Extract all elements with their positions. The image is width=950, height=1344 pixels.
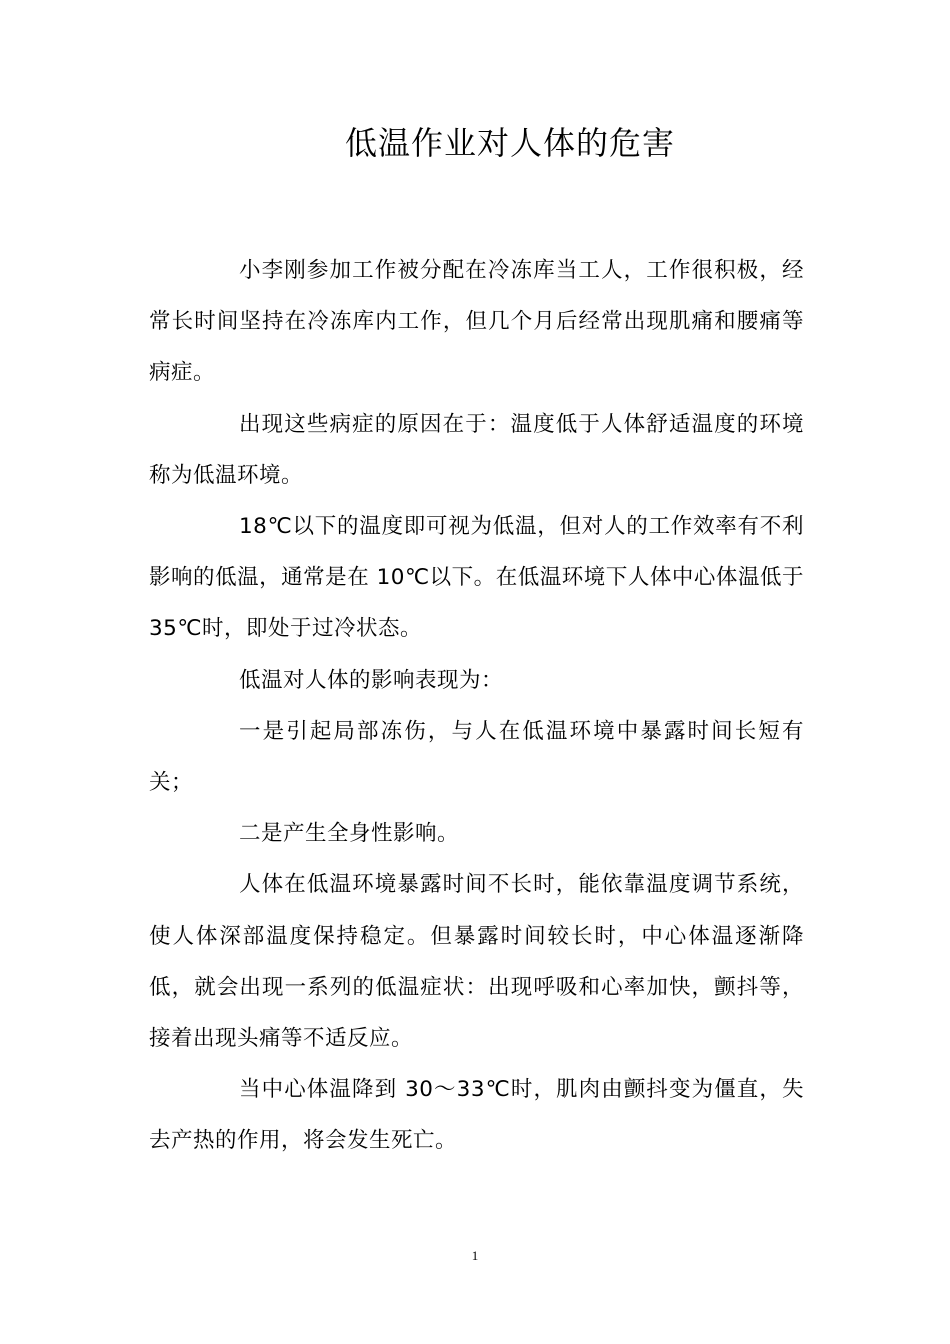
- page-number: 1: [471, 1248, 479, 1263]
- paragraph-temperature: 18℃以下的温度即可视为低温，但对人的工作效率有不利影响的低温，通常是在 10℃以下。在低温环境下人体中心体温低于 35℃时，即处于过冷状态。: [149, 514, 804, 642]
- paragraph-intro: 小李刚参加工作被分配在冷冻库当工人，工作很积极，经常长时间坚持在冷冻库内工作，但几个月后经常出现肌痛和腰痛等病症。: [149, 258, 804, 386]
- document-title: 低温作业对人体的危害: [344, 124, 675, 162]
- paragraph-exposure: 人体在低温环境暴露时间不长时，能依靠温度调节系统，使人体深部温度保持稳定。但暴露时间较长时，中心体温逐渐降低，就会出现一系列的低温症状：出现呼吸和心率加快，颤抖等，接着出现头痛等不适反应。: [149, 872, 804, 1052]
- paragraph-cause: 出现这些病症的原因在于：温度低于人体舒适温度的环境称为低温环境。: [149, 411, 804, 488]
- paragraph-effects-heading: 低温对人体的影响表现为：: [239, 667, 504, 693]
- paragraph-effect-one: 一是引起局部冻伤，与人在低温环境中暴露时间长短有关；: [149, 718, 804, 796]
- paragraph-death: 当中心体温降到 30～33℃时，肌肉由颤抖变为僵直，失去产热的作用，将会发生死亡。: [149, 1077, 804, 1154]
- document-body: [149, 245, 804, 1167]
- paragraph-effect-two: 二是产生全身性影响。: [239, 821, 460, 847]
